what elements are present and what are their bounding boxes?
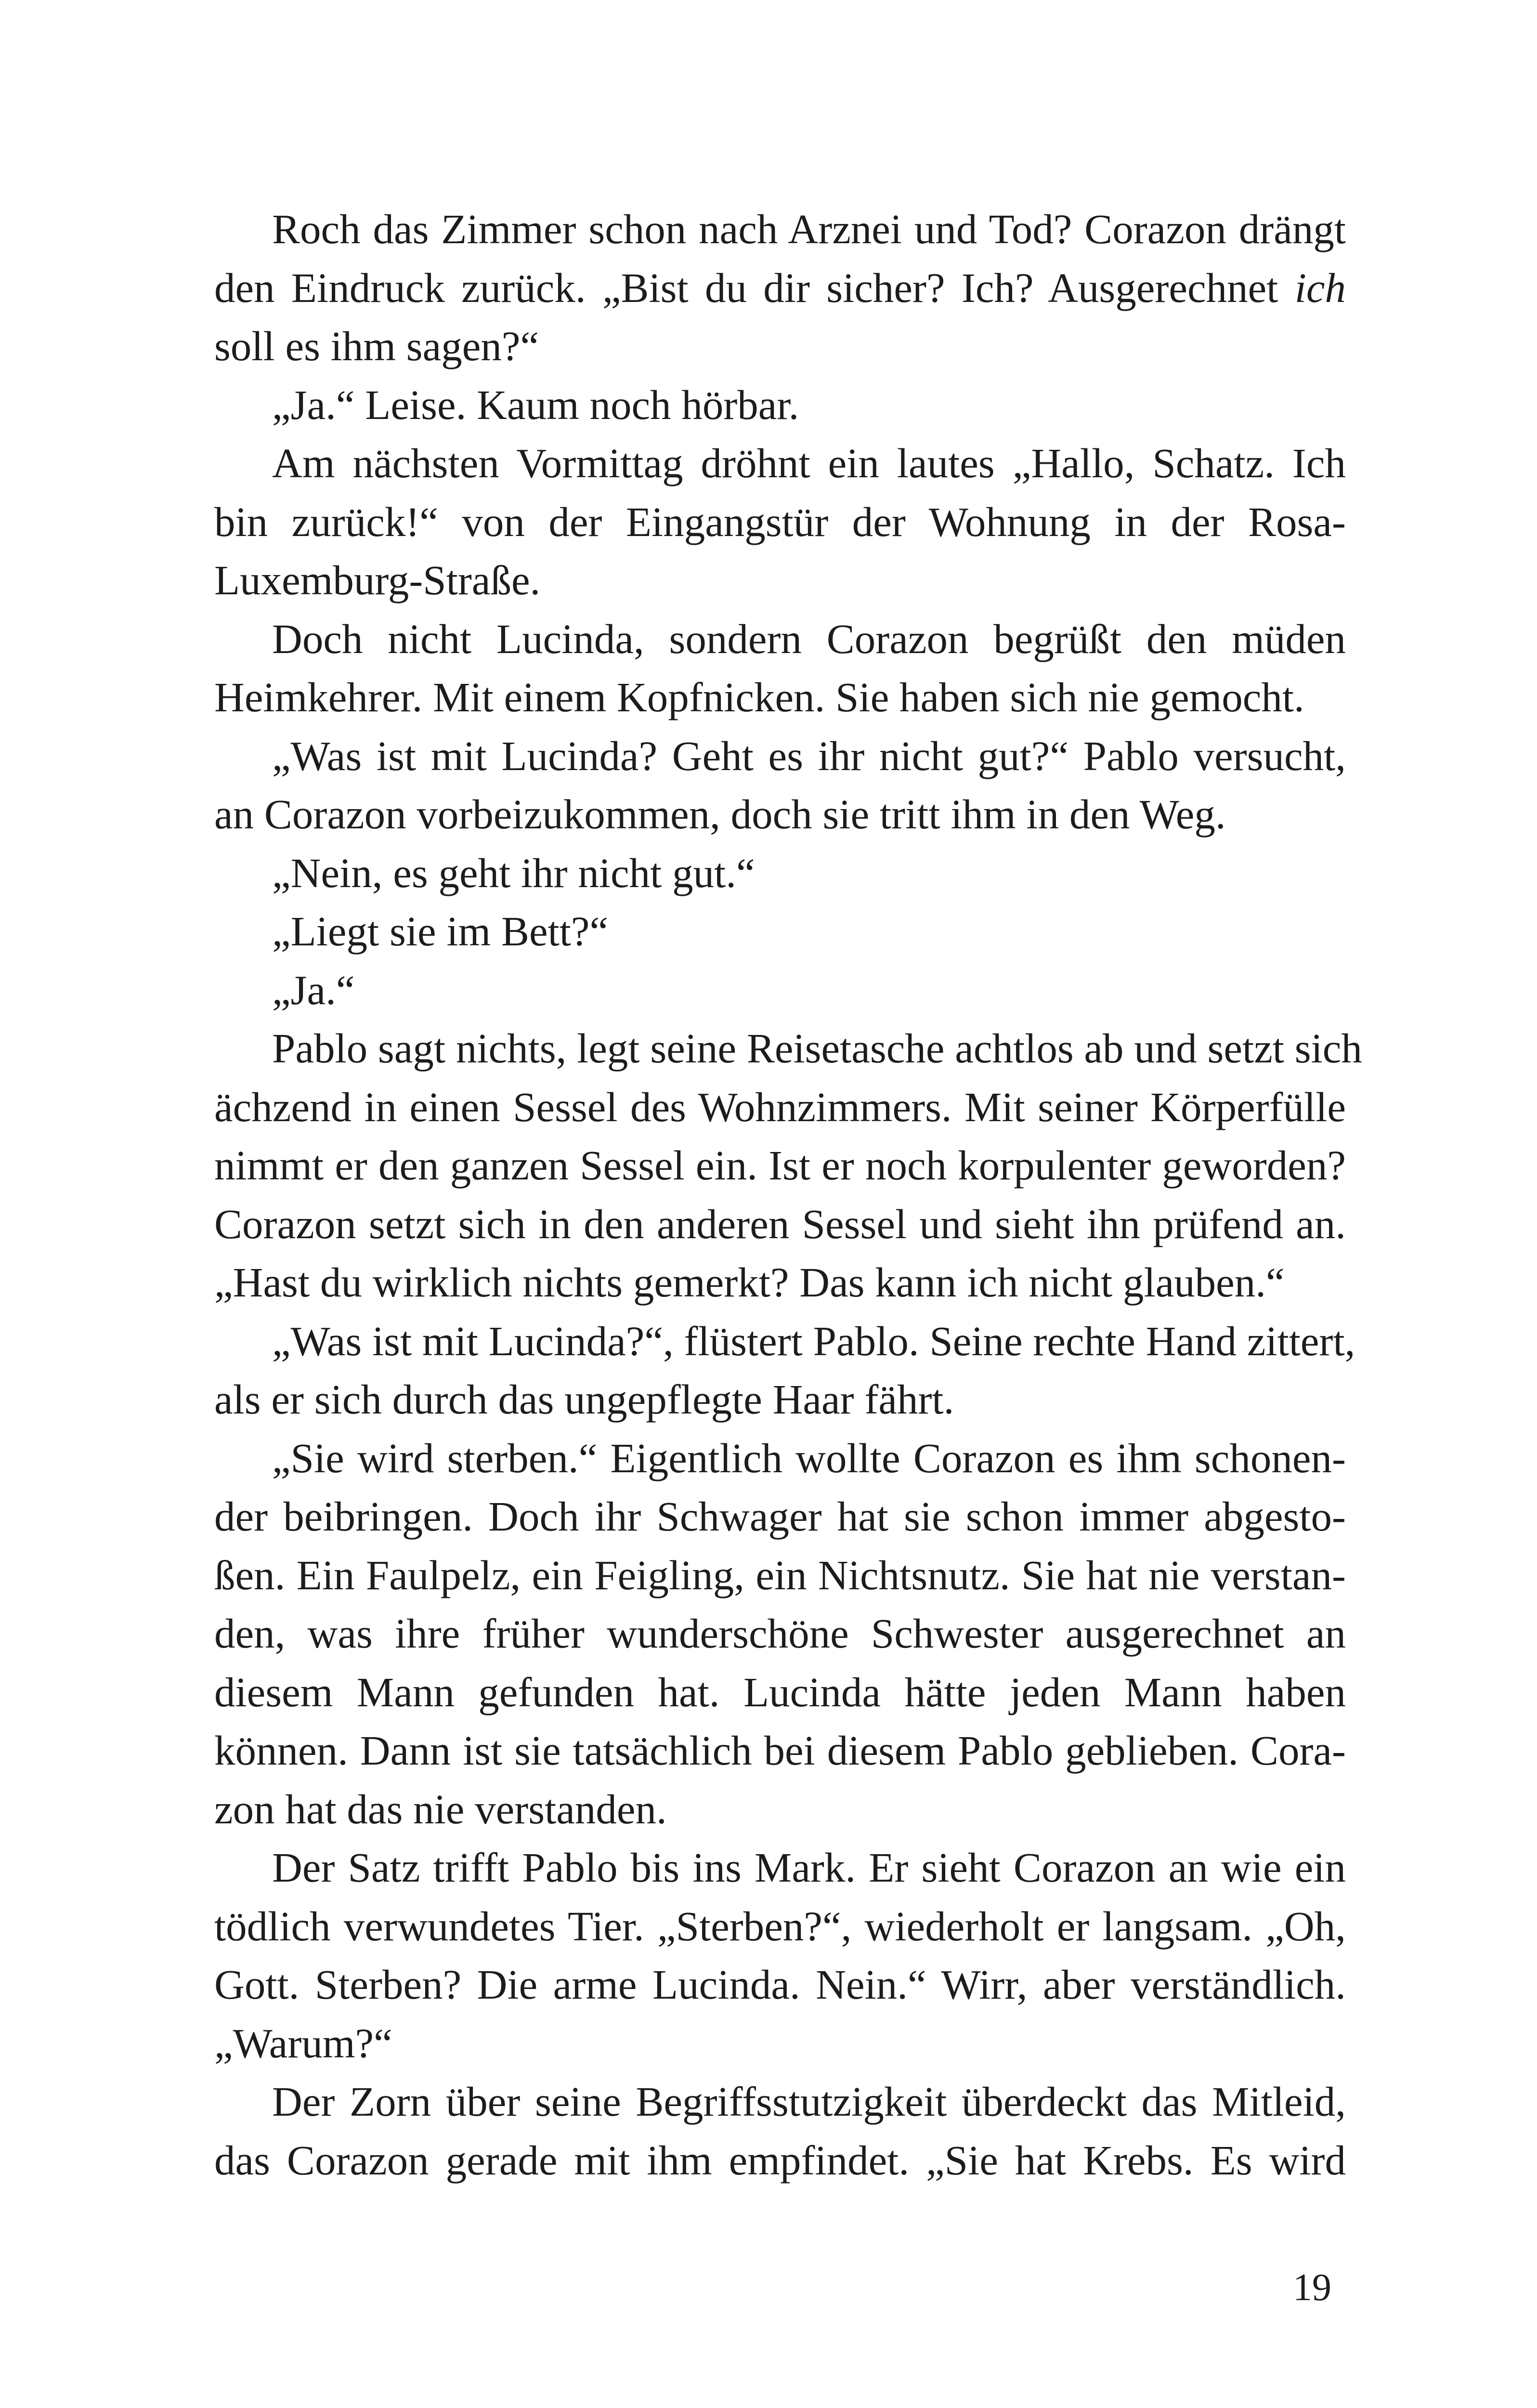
text-line: „Sie wird sterben.“ Eigentlich wollte Corazon es ihm schonen-: [272, 1434, 1346, 1481]
text-line: Am nächsten Vormittag dröhnt ein lautes „Hallo, Schatz. Ich: [272, 440, 1346, 486]
text-line: den Eindruck zurück. „Bist du dir sicher? Ich? Ausgerechnet ich: [214, 264, 1346, 311]
text-line: Pablo sagt nichts, legt seine Reisetasche achtlos ab und setzt sich: [272, 1025, 1362, 1072]
text-line: Roch das Zimmer schon nach Arznei und Tod? Corazon drängt: [272, 206, 1346, 252]
text-line: „Liegt sie im Bett?“: [272, 908, 609, 955]
text-line: „Hast du wirklich nichts gemerkt? Das kann ich nicht glauben.“: [214, 1259, 1285, 1306]
text-line: zon hat das nie verstanden.: [214, 1785, 667, 1832]
text-line: diesem Mann gefunden hat. Lucinda hätte jeden Mann haben: [214, 1668, 1346, 1715]
text-line: als er sich durch das ungepflegte Haar fährt.: [214, 1376, 954, 1423]
text-line: bin zurück!“ von der Eingangstür der Wohnung in der Rosa-: [214, 498, 1346, 545]
text-line: „Nein, es geht ihr nicht gut.“: [272, 849, 755, 896]
text-line: „Was ist mit Lucinda?“, flüstert Pablo. Seine rechte Hand zittert,: [272, 1317, 1355, 1364]
text-line: können. Dann ist sie tatsächlich bei diesem Pablo geblieben. Cora-: [214, 1727, 1346, 1774]
text-line: „Ja.“ Leise. Kaum noch hörbar.: [272, 381, 799, 428]
text-line: Heimkehrer. Mit einem Kopfnicken. Sie haben sich nie gemocht.: [214, 674, 1304, 720]
text-line: „Was ist mit Lucinda? Geht es ihr nicht gut?“ Pablo versucht,: [272, 732, 1346, 779]
text-line: Doch nicht Lucinda, sondern Corazon begrüßt den müden: [272, 615, 1346, 662]
body-text: [214, 200, 1362, 2189]
text-line: Gott. Sterben? Die arme Lucinda. Nein.“ Wirr, aber verständlich.: [214, 1961, 1346, 2008]
text-line: soll es ihm sagen?“: [214, 323, 539, 369]
text-line: Der Satz trifft Pablo bis ins Mark. Er sieht Corazon an wie ein: [272, 1844, 1346, 1891]
text-line: Der Zorn über seine Begriffsstutzigkeit überdeckt das Mitleid,: [272, 2078, 1346, 2125]
text-line: ßen. Ein Faulpelz, ein Feigling, ein Nichtsnutz. Sie hat nie verstan-: [214, 1551, 1346, 1598]
text-line: der beibringen. Doch ihr Schwager hat sie schon immer abgesto-: [214, 1493, 1346, 1540]
text-line: ächzend in einen Sessel des Wohnzimmers. Mit seiner Körperfülle: [214, 1083, 1346, 1130]
page-number: 19: [1293, 2266, 1331, 2309]
text-line: den, was ihre früher wunderschöne Schwester ausgerechnet an: [214, 1610, 1346, 1657]
text-line: das Corazon gerade mit ihm empfindet. „Sie hat Krebs. Es wird: [214, 2136, 1346, 2184]
text-line: Luxemburg-Straße.: [214, 557, 541, 603]
text-line: Corazon setzt sich in den anderen Sessel und sieht ihn prüfend an.: [214, 1200, 1346, 1247]
text-line: an Corazon vorbeizukommen, doch sie tritt ihm in den Weg.: [214, 791, 1226, 838]
text-line: „Ja.“: [272, 966, 355, 1013]
text-line: nimmt er den ganzen Sessel ein. Ist er noch korpulenter geworden?: [214, 1142, 1346, 1189]
italic-emphasis: ich: [1294, 264, 1346, 311]
text-line: tödlich verwundetes Tier. „Sterben?“, wiederholt er langsam. „Oh,: [214, 1902, 1346, 1950]
text-line: „Warum?“: [214, 2019, 392, 2067]
